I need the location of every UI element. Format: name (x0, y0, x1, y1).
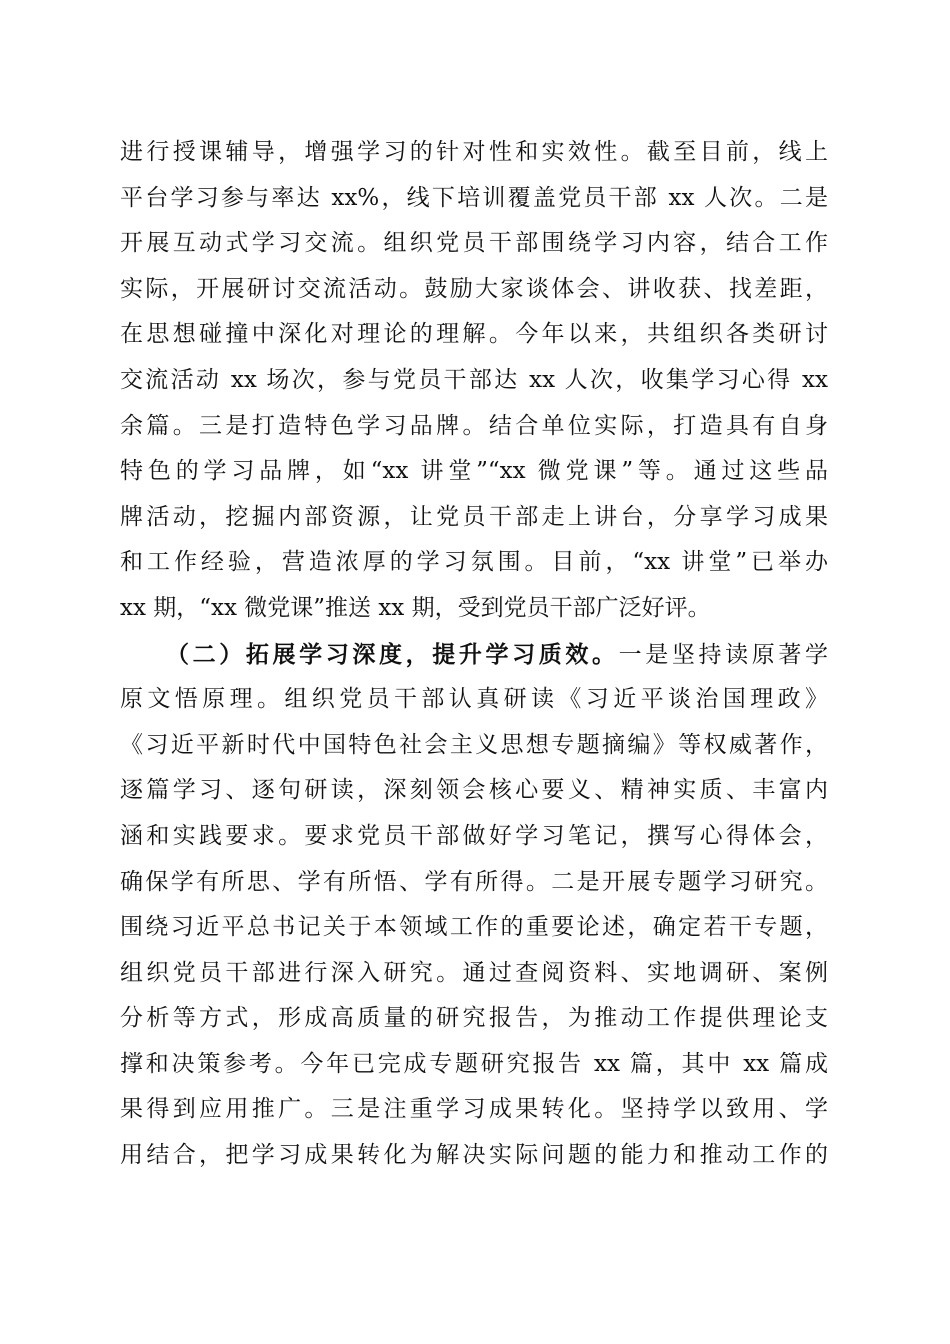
text-line: 涵和实践要求。要求党员干部做好学习笔记，撰写心得体会， (120, 822, 828, 849)
text-line: 原文悟原理。组织党员干部认真研读《习近平谈治国理政》 (120, 686, 828, 713)
text-line: 余篇。三是打造特色学习品牌。结合单位实际，打造具有自身 (120, 412, 828, 439)
text-line: 果得到应用推广。三是注重学习成果转化。坚持学以致用、学 (120, 1096, 828, 1123)
paragraph-2 (120, 632, 828, 1179)
text-line: 确保学有所思、学有所悟、学有所得。二是开展专题学习研究。 (120, 868, 828, 895)
text-line: 平台学习参与率达 xx%，线下培训覆盖党员干部 xx 人次。二是 (120, 184, 828, 211)
text-line-first (120, 632, 828, 678)
text-line: 和工作经验，营造浓厚的学习氛围。目前，“xx 讲堂”已举办 (120, 549, 828, 576)
text-line: 撑和决策参考。今年已完成专题研究报告 xx 篇，其中 xx 篇成 (120, 1050, 828, 1077)
text-line: 特色的学习品牌，如“xx 讲堂”“xx 微党课”等。通过这些品 (120, 458, 828, 485)
text-line: 牌活动，挖掘内部资源，让党员干部走上讲台，分享学习成果 (120, 503, 828, 530)
text-line: 《习近平新时代中国特色社会主义思想专题摘编》等权威著作， (120, 731, 828, 758)
text-line: 逐篇学习、逐句研读，深刻领会核心要义、精神实质、丰富内 (120, 777, 828, 804)
text-line: 交流活动 xx 场次，参与党员干部达 xx 人次，收集学习心得 xx (120, 366, 828, 393)
text-line: 进行授课辅导，增强学习的针对性和实效性。截至目前，线上 (120, 139, 828, 165)
body-text (120, 130, 828, 1179)
section-heading: （二）拓展学习深度，提升学习质效。 (166, 640, 619, 668)
text-line: 分析等方式，形成高质量的研究报告，为推动工作提供理论支 (120, 1005, 828, 1032)
text-run: 一是坚持读原著学 (618, 641, 828, 668)
text-line: xx 期，“xx 微党课”推送 xx 期，受到党员干部广泛好评。 (120, 594, 711, 621)
text-line: 在思想碰撞中深化对理论的理解。今年以来，共组织各类研讨 (120, 321, 828, 348)
text-line: 组织党员干部进行深入研究。通过查阅资料、实地调研、案例 (120, 959, 828, 986)
text-line: 开展互动式学习交流。组织党员干部围绕学习内容，结合工作 (120, 230, 828, 257)
text-line: 实际，开展研讨交流活动。鼓励大家谈体会、讲收获、找差距， (120, 275, 828, 302)
paragraph-1 (120, 130, 828, 632)
text-line: 围绕习近平总书记关于本领域工作的重要论述，确定若干专题， (120, 914, 828, 941)
text-line: 用结合，把学习成果转化为解决实际问题的能力和推动工作的 (120, 1142, 828, 1169)
